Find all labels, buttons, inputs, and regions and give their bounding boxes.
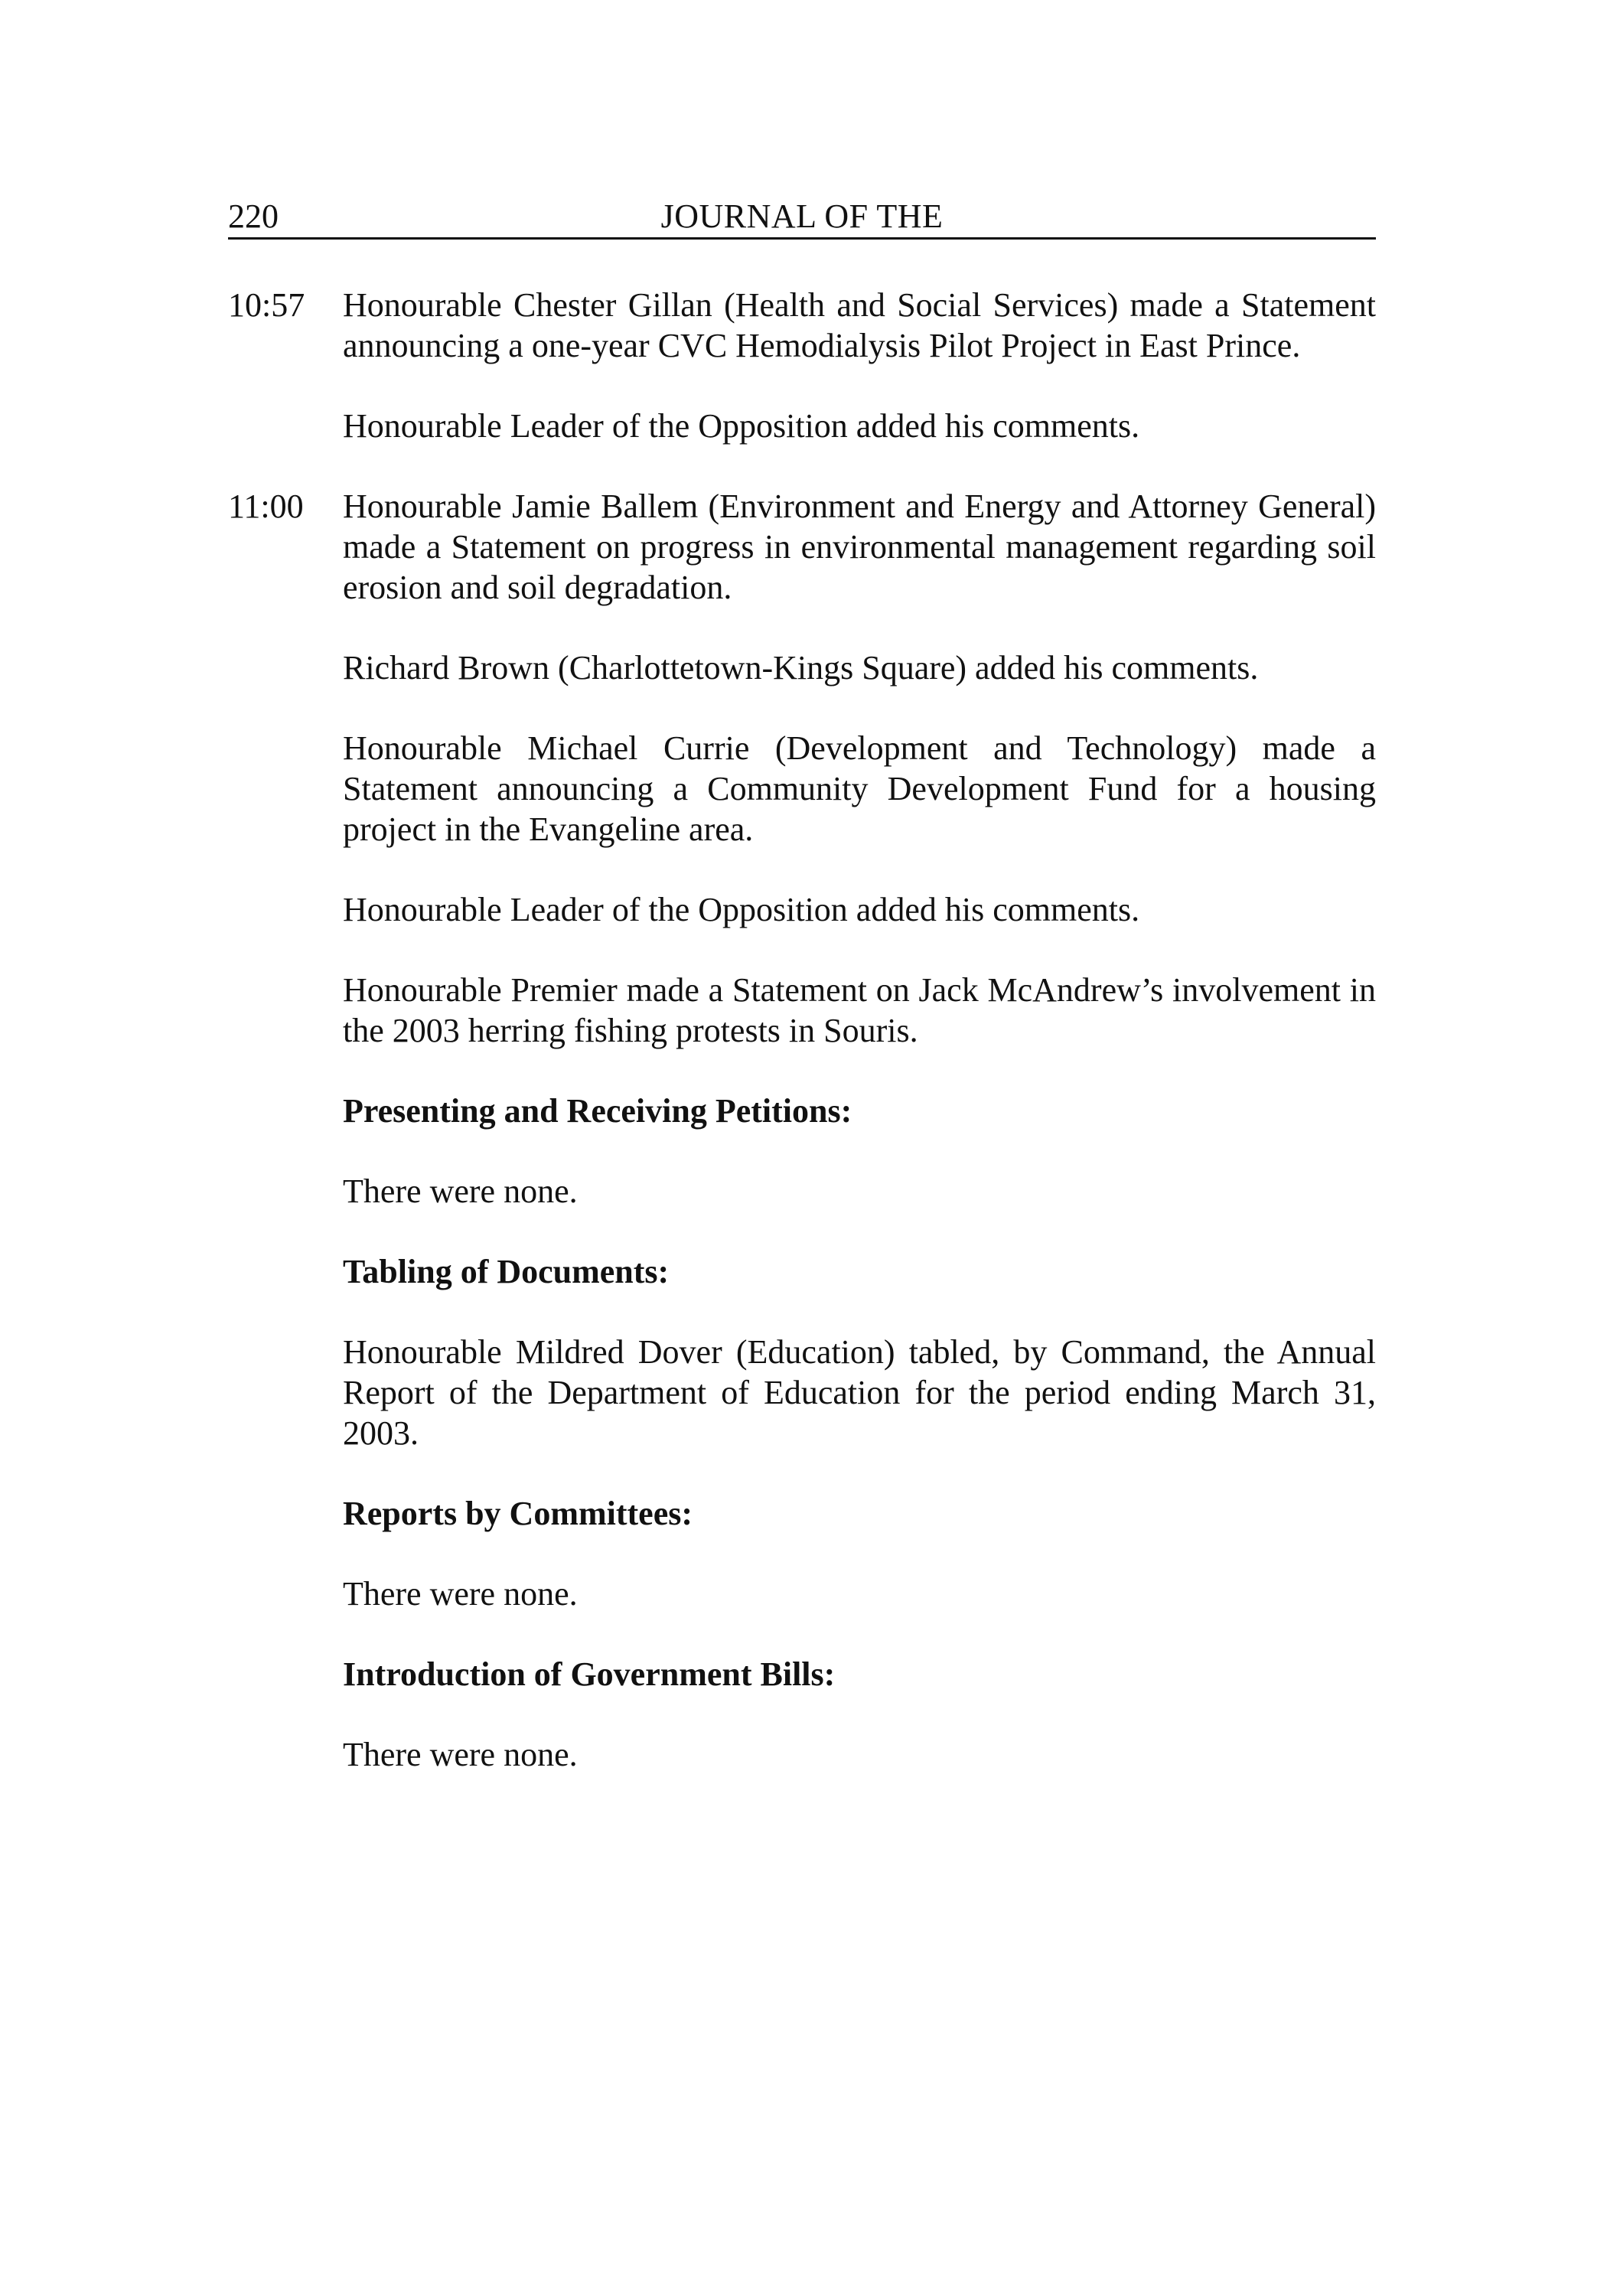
journal-entry-premier-statement [228, 970, 1376, 1051]
section-heading-petitions [228, 1091, 1376, 1131]
journal-entry-none [228, 1574, 1376, 1614]
entry-text: Honourable Premier made a Statement on Jack McAndrew’s involvement in the 2003 herring fishing protests in Souris. [343, 971, 1376, 1049]
entry-text: Honourable Jamie Ballem (Environment and Energy and Attorney General) made a Statement on progress in environmental management regarding soil erosion and soil degradation. [343, 488, 1376, 606]
section-heading: Reports by Committees: [343, 1495, 693, 1532]
section-heading: Introduction of Government Bills: [343, 1655, 836, 1693]
section-heading-committee-reports [228, 1493, 1376, 1534]
journal-entry-none [228, 1171, 1376, 1212]
entry-text: Richard Brown (Charlottetown-Kings Square) added his comments. [343, 649, 1259, 687]
section-heading-tabling [228, 1251, 1376, 1292]
entry-text: There were none. [343, 1736, 578, 1773]
entry-time: 10:57 [228, 286, 305, 324]
journal-body [228, 285, 1376, 1815]
entry-text: Honourable Chester Gillan (Health and Social Services) made a Statement announcing a one-year CVC Hemodialysis Pilot Project in East Prince. [343, 286, 1376, 364]
entry-time: 11:00 [228, 488, 304, 525]
entry-text: Honourable Michael Currie (Development and Technology) made a Statement announcing a Community Development Fund for a housing project in the Evangeline area. [343, 729, 1376, 848]
journal-entry-opposition-comments [228, 406, 1376, 446]
journal-entry-ballem-statement [228, 486, 1376, 608]
running-head: JOURNAL OF THE [660, 197, 944, 235]
section-heading-government-bills [228, 1654, 1376, 1694]
entry-text: Honourable Leader of the Opposition added his comments. [343, 891, 1140, 928]
page-number: 220 [228, 197, 279, 235]
journal-entry-currie-statement [228, 728, 1376, 850]
entry-text: There were none. [343, 1575, 578, 1613]
entry-text: There were none. [343, 1172, 578, 1210]
section-heading: Tabling of Documents: [343, 1253, 670, 1290]
journal-entry-gillan-statement [228, 285, 1376, 366]
journal-entry-brown-comments [228, 647, 1376, 688]
page-header [228, 196, 1376, 240]
journal-entry-none [228, 1734, 1376, 1775]
journal-entry-opposition-comments [228, 889, 1376, 930]
entry-text: Honourable Leader of the Opposition added his comments. [343, 407, 1140, 445]
entry-text: Honourable Mildred Dover (Education) tabled, by Command, the Annual Report of the Department of Education for the period ending March 31, 2003. [343, 1333, 1376, 1452]
journal-entry-dover-tabling [228, 1332, 1376, 1453]
section-heading: Presenting and Receiving Petitions: [343, 1092, 852, 1130]
